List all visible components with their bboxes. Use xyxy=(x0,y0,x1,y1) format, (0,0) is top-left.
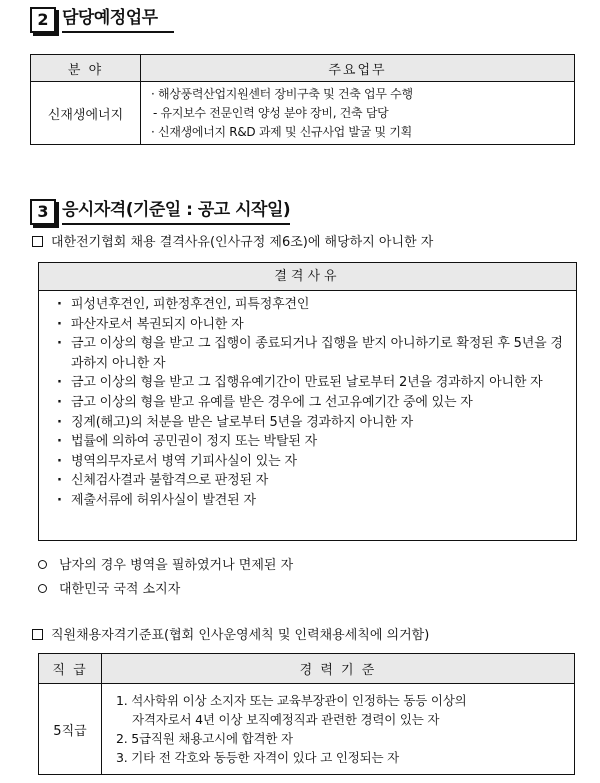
square-bullet-icon xyxy=(32,236,43,247)
field-header: 분 야 xyxy=(31,55,141,82)
criteria-bullet xyxy=(32,626,429,646)
duty-line: · 신재생에너지 R&D 과제 및 신규사업 발굴 및 기획 xyxy=(151,124,412,139)
criteria-line: 2. 5급직원 채용고시에 합격한 자 xyxy=(116,731,293,746)
list-item: · 신체검사결과 불합격으로 판정된 자 xyxy=(57,473,269,489)
list-item: · 금고 이상의 형을 받고 유예를 받은 경우에 그 선고유예기간 중에 있는 자 xyxy=(57,394,473,410)
list-item: · 파산자로서 복권되지 아니한 자 xyxy=(57,316,244,332)
duties-header: 주요업무 xyxy=(141,55,575,82)
grade-header: 직 급 xyxy=(39,654,102,684)
disqualification-list xyxy=(39,291,576,515)
section-3-title: 응시자격(기준일 : 공고 시작일) xyxy=(62,199,290,225)
disqualification-bullet-text: 대한전기협회 채용 결격사유(인사규정 제6조)에 해당하지 아니한 자 xyxy=(51,235,434,250)
section-2-title: 담당예정업무 xyxy=(62,7,174,33)
list-item: · 제출서류에 허위사실이 발견된 자 xyxy=(57,492,256,508)
criteria-header: 경 력 기 준 xyxy=(102,654,575,684)
list-item: · 금고 이상의 형을 받고 그 집행이 종료되거나 집행을 받지 아니하기로 확정된 후 5년을 경과하지 아니한 자 xyxy=(57,336,563,371)
field-cell: 신재생에너지 xyxy=(31,82,141,145)
grade-cell: 5직급 xyxy=(39,684,102,775)
duties-cell xyxy=(141,82,575,145)
circle-item-nationality xyxy=(38,580,180,600)
duties-table xyxy=(30,54,575,145)
duty-line: - 유지보수 전문인력 양성 분야 장비, 건축 담당 xyxy=(153,105,389,120)
disqualification-bullet xyxy=(32,233,433,253)
list-item: · 징계(해고)의 처분을 받은 날로부터 5년을 경과하지 아니한 자 xyxy=(57,414,413,430)
criteria-bullet-text: 직원채용자격기준표(협회 인사운영세칙 및 인력채용세칙에 의거함) xyxy=(51,628,430,643)
criteria-cell xyxy=(102,684,575,775)
list-item: · 법률에 의하여 공민권이 정지 또는 박탈된 자 xyxy=(57,434,318,450)
section-2-number: 2 xyxy=(30,7,56,33)
criteria-line: 자격자로서 4년 이상 보직예정직과 관련한 경력이 있는 자 xyxy=(132,712,440,727)
circle-item-text: 대한민국 국적 소지자 xyxy=(59,582,181,597)
section-3-number: 3 xyxy=(30,199,56,225)
circle-bullet-icon xyxy=(38,584,47,593)
circle-item-military xyxy=(38,556,293,576)
circle-item-text: 남자의 경우 병역을 필하였거나 면제된 자 xyxy=(59,558,294,573)
list-item: · 병역의무자로서 병역 기피사실이 있는 자 xyxy=(57,453,297,469)
circle-bullet-icon xyxy=(38,560,47,569)
duty-line: · 해상풍력산업지원센터 장비구축 및 건축 업무 수행 xyxy=(151,86,413,101)
disqualification-box xyxy=(38,262,577,541)
criteria-table xyxy=(38,653,575,775)
square-bullet-icon xyxy=(32,629,43,640)
list-item: · 금고 이상의 형을 받고 그 집행유예기간이 만료된 날로부터 2년을 경과하지 아니한 자 xyxy=(57,375,543,391)
criteria-line: 3. 기타 전 각호와 동등한 자격이 있다 고 인정되는 자 xyxy=(116,750,399,765)
list-item: · 피성년후견인, 피한정후견인, 피특정후견인 xyxy=(57,297,310,312)
criteria-line: 1. 석사학위 이상 소지자 또는 교육부장관이 인정하는 동등 이상의 xyxy=(116,693,467,708)
disqualification-box-title: 결격사유 xyxy=(39,263,576,291)
